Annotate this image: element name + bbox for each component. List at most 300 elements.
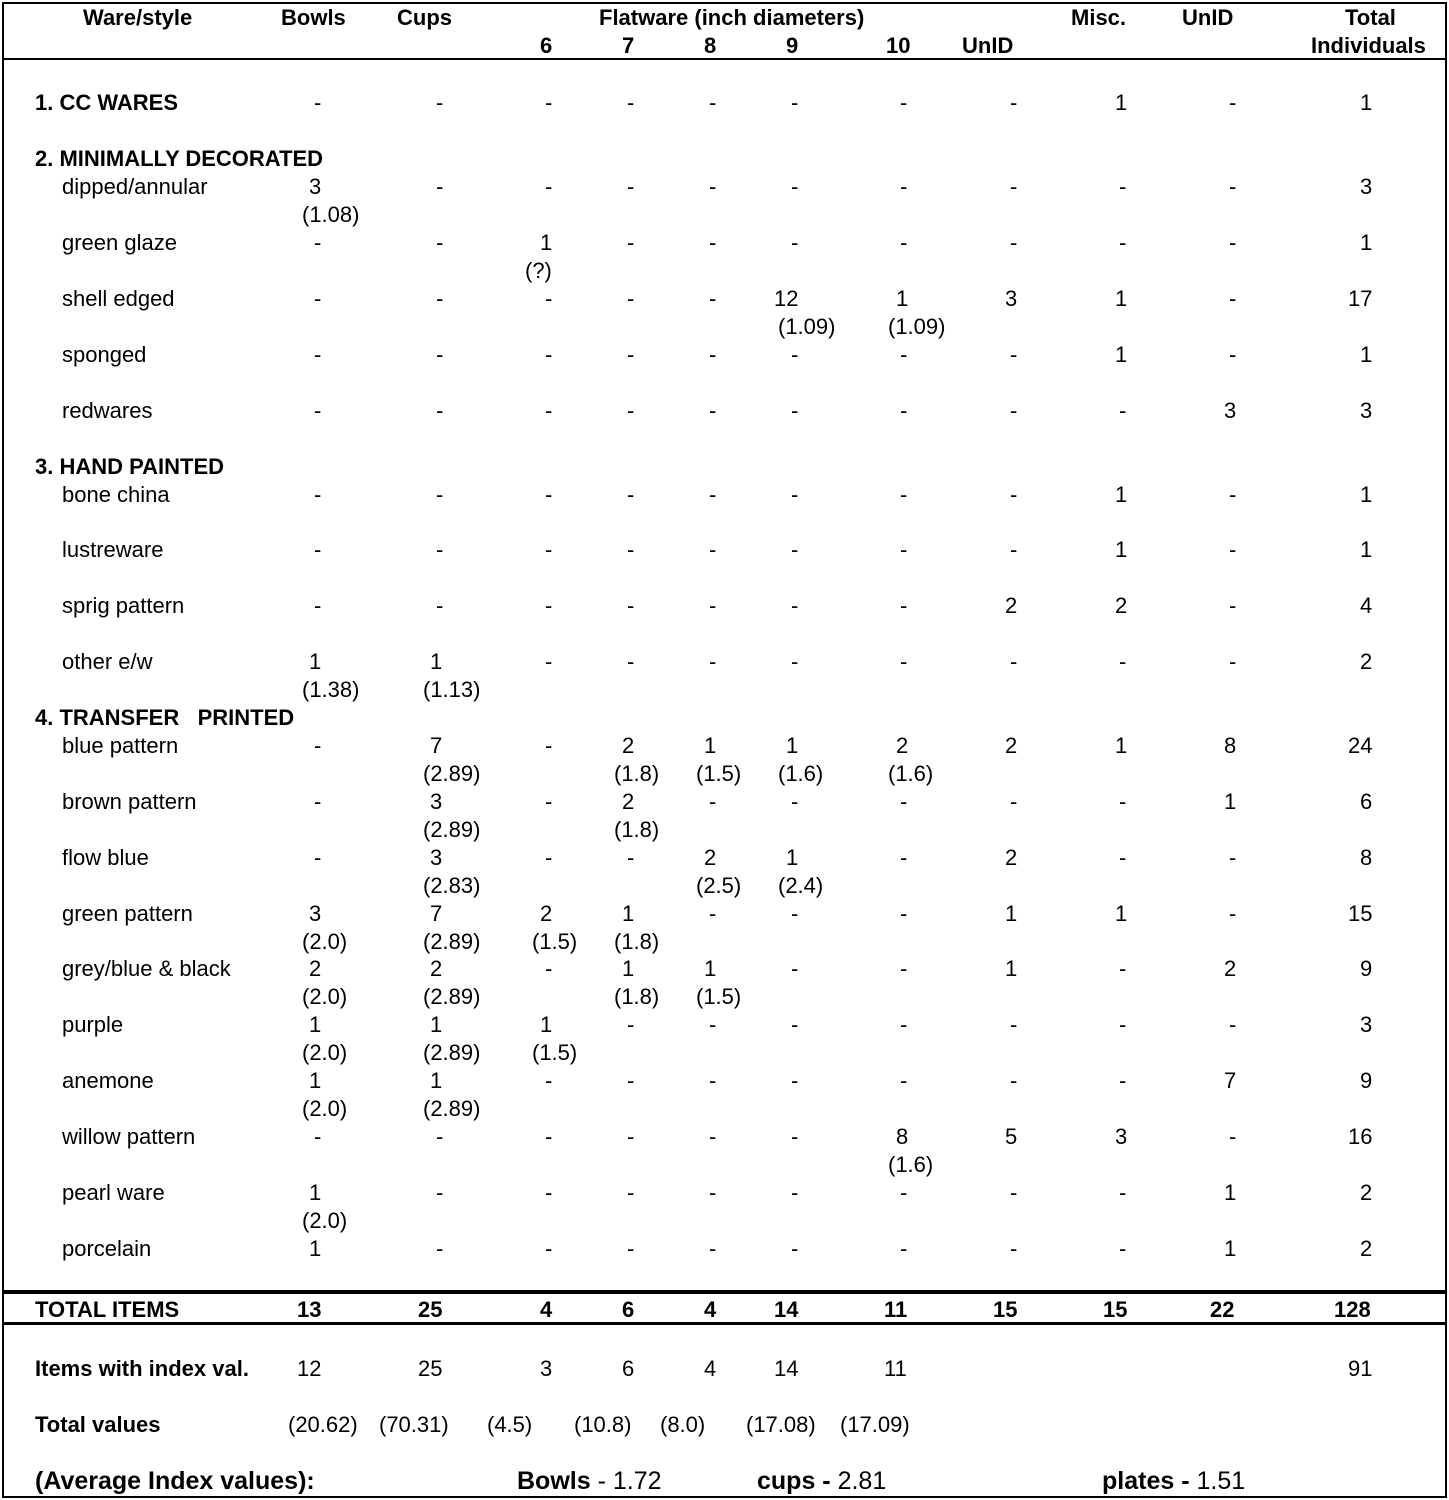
header-flat-7: 7 bbox=[622, 33, 635, 58]
table-cell: 2 bbox=[1115, 593, 1128, 618]
table-cell: - bbox=[1119, 649, 1127, 674]
table-cell: - bbox=[900, 1236, 908, 1261]
table-cell: 9 bbox=[1360, 1068, 1373, 1093]
table-cell: 2 bbox=[1224, 956, 1237, 981]
table-cell: 1 bbox=[309, 1012, 322, 1037]
index-items-flat-10: 11 bbox=[884, 1356, 907, 1381]
table-cell: 8 bbox=[1224, 733, 1237, 758]
table-cell: - bbox=[791, 398, 799, 423]
table-cell: 3 bbox=[1360, 398, 1373, 423]
table-cell: - bbox=[900, 956, 908, 981]
table-cell: - bbox=[436, 90, 444, 115]
header-flat-6: 6 bbox=[540, 33, 553, 58]
table-cell: - bbox=[545, 733, 553, 758]
table-cell-index: (1.09) bbox=[778, 314, 836, 339]
header-individuals: Individuals bbox=[1311, 33, 1426, 58]
table-cell: - bbox=[791, 342, 799, 367]
table-cell: - bbox=[627, 286, 635, 311]
table-cell: 8 bbox=[1360, 845, 1373, 870]
table-cell: - bbox=[1010, 1236, 1018, 1261]
table-cell: 1 bbox=[1005, 956, 1018, 981]
table-cell: 1 bbox=[1115, 537, 1128, 562]
table-cell: 2 bbox=[704, 845, 717, 870]
table-cell: - bbox=[627, 398, 635, 423]
table-cell: - bbox=[314, 286, 322, 311]
row-label: pearl ware bbox=[62, 1180, 165, 1205]
table-cell: - bbox=[1229, 342, 1237, 367]
row-label: blue pattern bbox=[62, 733, 179, 758]
index-items-flat-9: 14 bbox=[774, 1356, 799, 1381]
table-cell: - bbox=[791, 174, 799, 199]
table-cell-index: (1.5) bbox=[532, 929, 578, 954]
table-cell: 1 bbox=[540, 1012, 553, 1037]
average-cups bbox=[757, 1469, 886, 1494]
table-cell: - bbox=[545, 593, 553, 618]
table-cell: 1 bbox=[309, 1180, 322, 1205]
table-cell: - bbox=[314, 398, 322, 423]
table-cell: 2 bbox=[430, 956, 443, 981]
table-cell: - bbox=[436, 286, 444, 311]
table-cell: - bbox=[545, 90, 553, 115]
header-total: Total bbox=[1345, 5, 1396, 30]
table-cell: 1 bbox=[309, 1236, 322, 1261]
table-cell: - bbox=[314, 482, 322, 507]
table-cell: - bbox=[1229, 174, 1237, 199]
totals-bottom-rule bbox=[2, 1322, 1447, 1325]
table-cell: 1 bbox=[430, 1012, 443, 1037]
table-cell: - bbox=[791, 90, 799, 115]
index-items-flat-8: 4 bbox=[704, 1356, 717, 1381]
total-values-flat-10: (17.09) bbox=[840, 1412, 910, 1437]
table-cell: - bbox=[1010, 649, 1018, 674]
header-flat-8: 8 bbox=[704, 33, 717, 58]
table-cell-index: (2.0) bbox=[302, 984, 348, 1009]
total-values-cups: (70.31) bbox=[379, 1412, 449, 1437]
row-label: dipped/annular bbox=[62, 174, 208, 199]
table-cell: - bbox=[791, 593, 799, 618]
table-cell: 1 bbox=[309, 649, 322, 674]
row-label: other e/w bbox=[62, 649, 153, 674]
table-cell: - bbox=[1229, 482, 1237, 507]
table-cell: - bbox=[1229, 1012, 1237, 1037]
table-cell: - bbox=[709, 1012, 717, 1037]
table-cell: - bbox=[1010, 1180, 1018, 1205]
table-cell: 9 bbox=[1360, 956, 1373, 981]
table-cell: - bbox=[627, 1124, 635, 1149]
table-cell: - bbox=[436, 482, 444, 507]
table-cell: - bbox=[436, 1124, 444, 1149]
table-cell: 1 bbox=[1115, 901, 1128, 926]
totals-individuals: 128 bbox=[1334, 1297, 1371, 1322]
total-values-bowls: (20.62) bbox=[288, 1412, 358, 1437]
table-cell-index: (1.5) bbox=[696, 984, 742, 1009]
table-cell: - bbox=[1229, 1124, 1237, 1149]
table-cell: 1 bbox=[430, 649, 443, 674]
table-cell: 3 bbox=[1360, 174, 1373, 199]
table-cell: 1 bbox=[540, 230, 553, 255]
table-cell: - bbox=[900, 593, 908, 618]
index-items-flat-7: 6 bbox=[622, 1356, 635, 1381]
table-cell: 1 bbox=[786, 845, 799, 870]
total-values-flat-6: (4.5) bbox=[487, 1412, 533, 1437]
table-cell: 1 bbox=[622, 956, 635, 981]
table-cell: - bbox=[1119, 789, 1127, 814]
row-label: shell edged bbox=[62, 286, 175, 311]
table-cell: - bbox=[900, 174, 908, 199]
table-cell: - bbox=[314, 1124, 322, 1149]
table-cell: 6 bbox=[1360, 789, 1373, 814]
table-cell: - bbox=[791, 1236, 799, 1261]
table-cell-index: (2.89) bbox=[423, 817, 481, 842]
table-cell: 1 bbox=[1115, 286, 1128, 311]
header-flat-unid: UnID bbox=[962, 33, 1014, 58]
table-cell: - bbox=[709, 482, 717, 507]
table-cell: - bbox=[1229, 593, 1237, 618]
table-cell: - bbox=[314, 230, 322, 255]
row-label: redwares bbox=[62, 398, 153, 423]
table-cell: - bbox=[791, 1180, 799, 1205]
average-plates-value: 1.51 bbox=[1189, 1467, 1246, 1495]
header-misc: Misc. bbox=[1071, 5, 1127, 30]
header-bowls: Bowls bbox=[281, 5, 346, 30]
table-cell: - bbox=[627, 1068, 635, 1093]
table-cell: - bbox=[1229, 90, 1237, 115]
table-cell: - bbox=[436, 537, 444, 562]
table-cell: - bbox=[545, 398, 553, 423]
table-cell: - bbox=[900, 789, 908, 814]
table-cell: - bbox=[791, 1068, 799, 1093]
row-label: green pattern bbox=[62, 901, 193, 926]
total-values-flat-8: (8.0) bbox=[660, 1412, 706, 1437]
table-cell: - bbox=[900, 90, 908, 115]
table-cell: - bbox=[709, 342, 717, 367]
table-cell-index: (2.0) bbox=[302, 1096, 348, 1121]
table-cell: 1 bbox=[1115, 482, 1128, 507]
table-cell: - bbox=[545, 789, 553, 814]
table-cell-index: (1.6) bbox=[888, 1152, 934, 1177]
table-cell: - bbox=[545, 649, 553, 674]
table-cell: - bbox=[1010, 230, 1018, 255]
table-cell: - bbox=[900, 901, 908, 926]
average-plates-label: plates - bbox=[1102, 1467, 1190, 1495]
table-cell: 17 bbox=[1348, 286, 1373, 311]
table-cell: - bbox=[1119, 1180, 1127, 1205]
table-cell: - bbox=[545, 1068, 553, 1093]
table-cell-index: (1.09) bbox=[888, 314, 946, 339]
averages-label: (Average Index values): bbox=[35, 1467, 315, 1495]
table-cell: - bbox=[1119, 174, 1127, 199]
header-ware-style: Ware/style bbox=[83, 5, 193, 30]
table-cell-index: (1.5) bbox=[696, 761, 742, 786]
totals-flat-10: 11 bbox=[884, 1297, 908, 1322]
table-cell: - bbox=[791, 1124, 799, 1149]
table-cell: 2 bbox=[896, 733, 909, 758]
row-label: porcelain bbox=[62, 1236, 152, 1261]
table-cell: 7 bbox=[430, 901, 443, 926]
table-cell: - bbox=[791, 789, 799, 814]
table-cell: - bbox=[545, 845, 553, 870]
table-cell: 2 bbox=[1360, 1180, 1373, 1205]
table-cell: 3 bbox=[430, 845, 443, 870]
totals-cups: 25 bbox=[418, 1297, 443, 1322]
table-cell: 1 bbox=[309, 1068, 322, 1093]
table-cell: 1 bbox=[1224, 789, 1237, 814]
average-bowls-value: - 1.72 bbox=[590, 1467, 662, 1495]
header-flat-9: 9 bbox=[786, 33, 799, 58]
average-cups-value: 2.81 bbox=[830, 1467, 887, 1495]
total-values-label: Total values bbox=[35, 1412, 161, 1437]
table-cell: - bbox=[545, 956, 553, 981]
table-cell: - bbox=[545, 1124, 553, 1149]
table-cell-index: (1.08) bbox=[302, 202, 360, 227]
table-cell: 3 bbox=[309, 901, 322, 926]
row-label: brown pattern bbox=[62, 789, 197, 814]
section-title: 2. MINIMALLY DECORATED bbox=[35, 146, 324, 171]
table-cell: - bbox=[314, 733, 322, 758]
totals-bowls: 13 bbox=[297, 1297, 322, 1322]
table-cell: - bbox=[627, 845, 635, 870]
row-label: purple bbox=[62, 1012, 124, 1037]
table-cell: 1 bbox=[1224, 1180, 1237, 1205]
table-cell: 1 bbox=[786, 733, 799, 758]
table-cell: - bbox=[1229, 901, 1237, 926]
table-cell: - bbox=[1010, 90, 1018, 115]
table-cell: - bbox=[709, 1236, 717, 1261]
table-cell: - bbox=[545, 1236, 553, 1261]
table-cell: - bbox=[314, 789, 322, 814]
totals-flat-unid: 15 bbox=[993, 1297, 1018, 1322]
table-cell-index: (1.8) bbox=[614, 929, 660, 954]
index-items-total: 91 bbox=[1348, 1356, 1373, 1381]
header-flat-10: 10 bbox=[886, 33, 911, 58]
table-cell: - bbox=[900, 649, 908, 674]
table-cell: - bbox=[1119, 1012, 1127, 1037]
table-cell: - bbox=[1010, 1068, 1018, 1093]
table-cell: - bbox=[314, 537, 322, 562]
table-cell: 1 bbox=[1115, 342, 1128, 367]
index-items-cups: 25 bbox=[418, 1356, 443, 1381]
row-label: bone china bbox=[62, 482, 170, 507]
table-cell: 7 bbox=[1224, 1068, 1237, 1093]
table-cell: - bbox=[1119, 230, 1127, 255]
table-cell: - bbox=[1119, 1068, 1127, 1093]
table-cell: - bbox=[1010, 789, 1018, 814]
table-cell: - bbox=[1010, 537, 1018, 562]
table-cell-index: (2.4) bbox=[778, 873, 824, 898]
table-cell-index: (1.13) bbox=[423, 677, 481, 702]
table-cell: - bbox=[627, 1012, 635, 1037]
table-cell-index: (2.83) bbox=[423, 873, 481, 898]
header-rule bbox=[2, 58, 1447, 60]
table-cell: - bbox=[545, 1180, 553, 1205]
table-cell: 1 bbox=[896, 286, 909, 311]
table-cell: 8 bbox=[896, 1124, 909, 1149]
table-cell: - bbox=[1119, 956, 1127, 981]
table-cell: - bbox=[627, 174, 635, 199]
table-cell: - bbox=[545, 342, 553, 367]
table-cell: 1 bbox=[704, 733, 717, 758]
table-cell: - bbox=[1229, 537, 1237, 562]
table-cell: 2 bbox=[1005, 845, 1018, 870]
table-cell: 3 bbox=[1224, 398, 1237, 423]
section-title: 3. HAND PAINTED bbox=[35, 454, 225, 479]
table-cell: - bbox=[709, 1180, 717, 1205]
table-cell: 12 bbox=[774, 286, 799, 311]
table-cell-index: (1.8) bbox=[614, 761, 660, 786]
section-title: 4. TRANSFER PRINTED bbox=[35, 705, 295, 730]
table-cell: 3 bbox=[1005, 286, 1018, 311]
table-cell: - bbox=[545, 174, 553, 199]
table-cell: - bbox=[545, 286, 553, 311]
totals-top-rule bbox=[2, 1290, 1447, 1294]
table-cell: 15 bbox=[1348, 901, 1373, 926]
table-cell-index: (1.5) bbox=[532, 1040, 578, 1065]
table-cell: 1 bbox=[1115, 90, 1128, 115]
table-cell: - bbox=[436, 342, 444, 367]
table-cell: - bbox=[1229, 286, 1237, 311]
table-cell: - bbox=[900, 1180, 908, 1205]
table-cell: - bbox=[900, 230, 908, 255]
table-cell: - bbox=[1119, 398, 1127, 423]
row-label: lustreware bbox=[62, 537, 164, 562]
table-cell: - bbox=[436, 174, 444, 199]
table-cell: 4 bbox=[1360, 593, 1373, 618]
row-label: sponged bbox=[62, 342, 147, 367]
total-values-flat-9: (17.08) bbox=[746, 1412, 816, 1437]
table-cell-index: (2.89) bbox=[423, 929, 481, 954]
table-cell: - bbox=[900, 1068, 908, 1093]
table-cell: 2 bbox=[1360, 1236, 1373, 1261]
table-cell: - bbox=[627, 90, 635, 115]
table-cell: 1 bbox=[1360, 482, 1373, 507]
table-cell: 1 bbox=[1360, 90, 1373, 115]
table-cell: - bbox=[627, 342, 635, 367]
table-cell-index: (2.89) bbox=[423, 761, 481, 786]
table-cell: - bbox=[900, 537, 908, 562]
row-label: sprig pattern bbox=[62, 593, 185, 618]
totals-label: TOTAL ITEMS bbox=[35, 1297, 180, 1322]
table-cell: 1 bbox=[622, 901, 635, 926]
table-cell-index: (2.89) bbox=[423, 1040, 481, 1065]
table-cell: 2 bbox=[1360, 649, 1373, 674]
table-cell: 7 bbox=[430, 733, 443, 758]
table-cell: - bbox=[1010, 1012, 1018, 1037]
table-cell: - bbox=[1229, 649, 1237, 674]
table-cell: 3 bbox=[1115, 1124, 1128, 1149]
table-cell: 1 bbox=[1360, 537, 1373, 562]
table-cell: 1 bbox=[1115, 733, 1128, 758]
table-cell-index: (1.6) bbox=[888, 761, 934, 786]
total-values-flat-7: (10.8) bbox=[574, 1412, 632, 1437]
table-cell: - bbox=[709, 90, 717, 115]
table-cell-index: (2.89) bbox=[423, 1096, 481, 1121]
index-items-label: Items with index val. bbox=[35, 1356, 249, 1381]
average-plates bbox=[1102, 1469, 1245, 1494]
table-cell: - bbox=[627, 482, 635, 507]
table-cell: - bbox=[791, 649, 799, 674]
index-items-bowls: 12 bbox=[297, 1356, 322, 1381]
table-cell-index: (1.8) bbox=[614, 817, 660, 842]
table-cell: - bbox=[436, 230, 444, 255]
table-cell: - bbox=[900, 342, 908, 367]
table-cell: - bbox=[436, 1236, 444, 1261]
table-cell-index: (2.0) bbox=[302, 929, 348, 954]
table-cell: 2 bbox=[1005, 733, 1018, 758]
table-cell: 1 bbox=[1360, 230, 1373, 255]
table-cell: - bbox=[1010, 342, 1018, 367]
table-cell: - bbox=[545, 537, 553, 562]
table-cell: - bbox=[436, 1180, 444, 1205]
table-cell: 2 bbox=[622, 733, 635, 758]
table-cell-index: (?) bbox=[525, 258, 552, 283]
table-cell: 1 bbox=[430, 1068, 443, 1093]
row-label: green glaze bbox=[62, 230, 177, 255]
row-label: willow pattern bbox=[62, 1124, 196, 1149]
average-cups-label: cups - bbox=[757, 1467, 831, 1495]
table-cell: 2 bbox=[622, 789, 635, 814]
table-cell: - bbox=[436, 593, 444, 618]
table-cell: 3 bbox=[309, 174, 322, 199]
table-cell: - bbox=[709, 174, 717, 199]
table-cell: - bbox=[900, 482, 908, 507]
table-cell: - bbox=[709, 593, 717, 618]
table-cell: - bbox=[791, 537, 799, 562]
table-cell: - bbox=[709, 537, 717, 562]
table-cell: - bbox=[709, 1124, 717, 1149]
table-cell: - bbox=[709, 1068, 717, 1093]
table-cell: - bbox=[791, 1012, 799, 1037]
table-cell: 3 bbox=[430, 789, 443, 814]
section-title: 1. CC WARES bbox=[35, 90, 179, 115]
totals-flat-9: 14 bbox=[774, 1297, 799, 1322]
table-cell: 2 bbox=[540, 901, 553, 926]
table-cell: - bbox=[900, 1012, 908, 1037]
table-cell: - bbox=[900, 398, 908, 423]
table-cell: - bbox=[627, 537, 635, 562]
table-cell: - bbox=[709, 789, 717, 814]
table-cell: 1 bbox=[1224, 1236, 1237, 1261]
table-cell: 3 bbox=[1360, 1012, 1373, 1037]
totals-flat-8: 4 bbox=[704, 1297, 717, 1322]
table-cell: - bbox=[627, 230, 635, 255]
table-cell: - bbox=[314, 342, 322, 367]
table-cell: - bbox=[627, 1180, 635, 1205]
table-cell: - bbox=[314, 593, 322, 618]
totals-flat-6: 4 bbox=[540, 1297, 553, 1322]
table-cell: - bbox=[627, 1236, 635, 1261]
table-cell: - bbox=[791, 230, 799, 255]
table-cell: - bbox=[1010, 398, 1018, 423]
table-cell: - bbox=[436, 398, 444, 423]
table-cell: - bbox=[791, 956, 799, 981]
table-cell: - bbox=[1119, 1236, 1127, 1261]
table-cell: 5 bbox=[1005, 1124, 1018, 1149]
index-items-flat-6: 3 bbox=[540, 1356, 553, 1381]
row-label: grey/blue & black bbox=[62, 956, 231, 981]
table-cell: - bbox=[314, 845, 322, 870]
table-cell: 1 bbox=[1360, 342, 1373, 367]
table-cell: 24 bbox=[1348, 733, 1373, 758]
table-cell-index: (2.89) bbox=[423, 984, 481, 1009]
table-cell-index: (2.0) bbox=[302, 1208, 348, 1233]
header-unid: UnID bbox=[1182, 5, 1234, 30]
table-cell-index: (1.8) bbox=[614, 984, 660, 1009]
table-cell-index: (1.38) bbox=[302, 677, 360, 702]
table-cell: 2 bbox=[1005, 593, 1018, 618]
table-cell-index: (1.6) bbox=[778, 761, 824, 786]
header-flatware: Flatware (inch diameters) bbox=[599, 5, 865, 30]
table-cell: - bbox=[709, 230, 717, 255]
